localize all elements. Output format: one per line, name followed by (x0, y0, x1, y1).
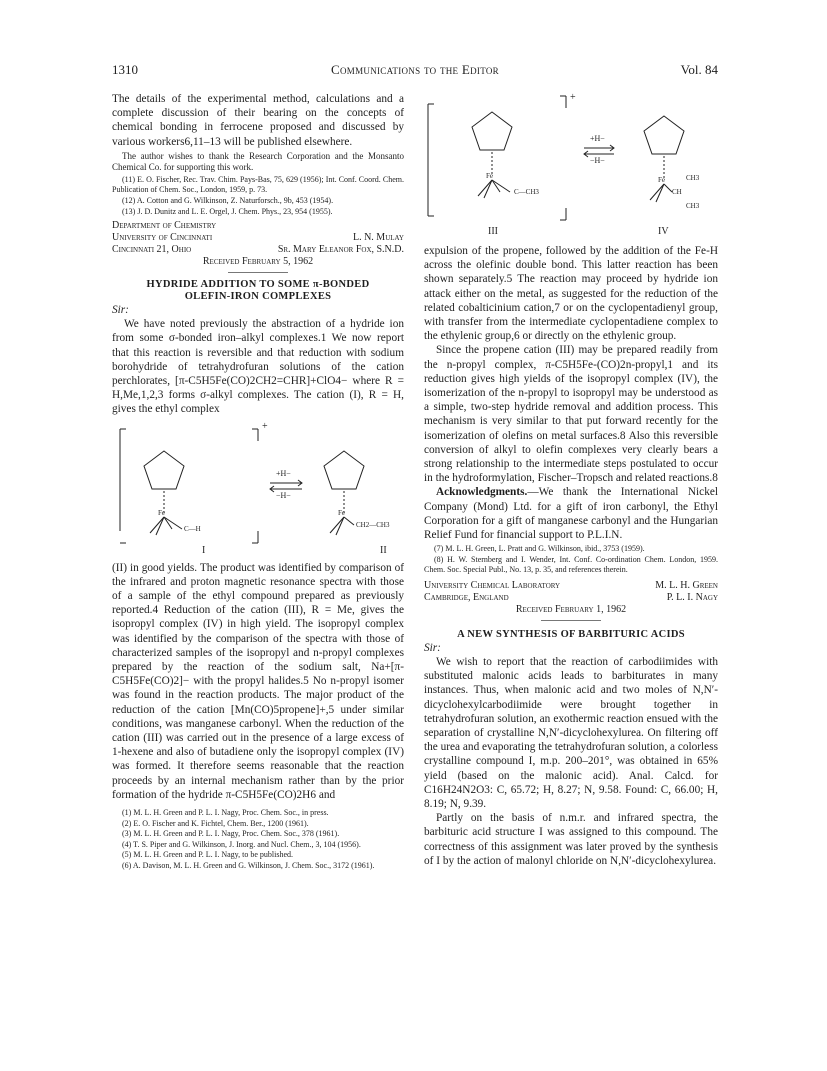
fe-label: Fe (658, 176, 665, 184)
article-title: HYDRIDE ADDITION TO SOME π-BONDED OLEFIN-IRON COMPLEXES (146, 279, 370, 303)
author-name: P. L. I. Nagy (666, 592, 718, 604)
reference: (4) T. S. Piper and G. Wilkinson, J. Inorg. and Nucl. Chem., 3, 104 (1956). (122, 839, 361, 849)
reference: (6) A. Davison, M. L. H. Green and G. Wilkinson, J. Chem. Soc., 3172 (1961). (122, 861, 375, 871)
affiliation-block (112, 220, 404, 268)
charge-plus: + (570, 92, 576, 103)
substituent-label: CH2—CH3 (356, 520, 390, 529)
affiliation-line: Department of Chemistry (112, 220, 217, 232)
paragraph: We wish to report that the reaction of carbodiimides with substituted malonic acids leads to barbiturates in many instances. Thus, when malonic acid and two moles of N,N′-dicyclohexylcarbodiimide were brought together in tetrahydrofuran solution, an exothermic reaction ensued with the separation of crystalline N,N′-dicyclohexylurea. On filtering off the urea and evaporating the tetrahydrofuran solution, a colorless crystalline compound I, m.p. 200–201°, was obtained in 65% yield (based on the malonic acid). Anal. Calcd. for C16H24N2O3: C, 65.72; H, 8.27; N, 9.58. Found: C, 66.00; H, 8.19; N, 9.39. (424, 656, 718, 811)
paragraph: Since the propene cation (III) may be prepared readily from the n-propyl complex, π-C5H5Fe-(CO)2n-propyl,1 and its reduction gives high yields of the isopropyl complex (IV), the isomerization of the n-propyl to isopropyl may be understood as a simple, two-step hydride removal and addition process. This mechanism is very similar to that put forward recently for the isomerization of olefins on metal surfaces.8 Also this reversible conversion of alkyl to olefin complexes very clearly bears a strong relationship to the intermediate steps postulated to occur in the hydroformylation, Fischer–Tropsch and related reactions.8 (424, 344, 718, 485)
paragraph: expulsion of the propene, followed by the addition of the Fe-H across the olefinic double bond. This latter reaction has been shown separately.5 The reaction may proceed by hydride ion attack either on the metal, as suggested for the reduction of the related cobalticinium cation,7 or on the cyclopentadienyl group, with transfer from the intermediate cyclopentadiene complex to the ethylenic group,6 or directly on the ethylenic group. (424, 245, 718, 343)
paragraph: We have noted previously the abstraction of a hydride ion from some σ-bonded iron–alkyl complexes.1 We now report that this reaction is reversible and that reduction with sodium borohydride of tetrahydrofuran solutions of the cation perchlorates, [π-C5H5Fe(CO)2CH2=CHR]+ClO4− where R = H,Me,1,2,3 forms σ-alkyl complexes. The cation (I), R = H, gives the ethyl complex (112, 318, 404, 416)
running-title: Communications to the Editor (331, 62, 499, 77)
fe-label: Fe (486, 172, 493, 180)
substituent-label: C—CH3 (514, 188, 539, 196)
affiliation-line: University of Cincinnati (112, 232, 213, 244)
arrow-reverse-label: −H− (590, 156, 605, 165)
affiliation-block (424, 580, 718, 616)
fe-label: Fe (338, 508, 345, 517)
footnotes (112, 808, 404, 872)
substituent-label: CH3 (686, 174, 700, 182)
reference: (13) J. D. Dunitz and L. E. Orgel, J. Chem. Phys., 23, 954 (1955). (122, 206, 333, 216)
charge-plus: + (262, 420, 268, 432)
scheme-2-drawing (424, 92, 718, 244)
arrow-reverse-label: −H− (276, 490, 291, 500)
substituent-label: CH (672, 188, 682, 196)
acknowledgments-text: —We thank the International Nickel Company (Mond) Ltd. for a gift of iron carbonyl, the Ethyl Corporation for a gift of manganese carbonyl and the Hungarian Relief Fund for financial support to P.L.I.N. (424, 486, 718, 542)
paragraph: Partly on the basis of n.m.r. and infrared spectra, the barbituric acid structure I was assigned to this compound. The correctness of this assignment was later proved by the synthesis of I by the action of malonyl chloride on N,N′-dicyclohexylurea. (424, 812, 718, 867)
page-number: 1310 (112, 62, 138, 77)
reaction-scheme-1 (112, 421, 404, 559)
reference: (2) E. O. Fischer and K. Fichtel, Chem. Ber., 1200 (1961). (122, 818, 309, 828)
reference: (1) M. L. H. Green and P. L. I. Nagy, Proc. Chem. Soc., in press. (122, 808, 329, 818)
acknowledgments (424, 485, 718, 542)
compound-label-III: III (488, 226, 498, 237)
page-header (112, 62, 718, 78)
substituent-label: C—H (184, 524, 201, 533)
author-name: L. N. Mulay (352, 232, 404, 244)
reaction-scheme-2 (424, 92, 718, 244)
arrow-forward-label: +H− (276, 468, 291, 478)
reference: (11) E. O. Fischer, Rec. Trav. Chim. Pays-Bas, 75, 629 (1956); Int. Conf. Coord. Chem. Publication of Chem. Soc., London, 1959, p. 73. (112, 174, 404, 195)
author-name: Sr. Mary Eleanor Fox, S.N.D. (277, 244, 404, 256)
salutation: Sir: (424, 642, 441, 655)
author-name: M. L. H. Green (655, 580, 718, 592)
salutation: Sir: (112, 304, 129, 317)
received-date: Received February 5, 1962 (202, 256, 314, 268)
left-column (112, 92, 404, 872)
right-column (424, 92, 718, 868)
intro-paragraph: The details of the experimental method, calculations and a complete discussion of their bearing on the concepts of chemical bonding in ferrocene proposed and discussed by various workers6,11–13 will be published elsewhere. (112, 93, 404, 148)
scheme-1-drawing (112, 421, 404, 559)
reference: (3) M. L. H. Green and P. L. I. Nagy, Proc. Chem. Soc., 378 (1961). (122, 829, 340, 839)
substituent-label: CH3 (686, 202, 700, 210)
reference: (8) H. W. Sternberg and I. Wender, Int. Conf. Co-ordination Chem. London, 1959. Chem. Soc. Special Publ., No. 13, p. 35, and references therein. (424, 554, 718, 575)
reference: (12) A. Cotton and G. Wilkinson, Z. Naturforsch., 9b, 453 (1954). (122, 196, 334, 205)
acknowledgments-heading: Acknowledgments. (436, 486, 528, 499)
reference: (7) M. L. H. Green, L. Pratt and G. Wilkinson, ibid., 3753 (1959). (434, 544, 645, 554)
arrow-forward-label: +H− (590, 134, 605, 143)
compound-label-II: II (380, 544, 387, 556)
reference: (5) M. L. H. Green and P. L. I. Nagy, to be published. (122, 850, 294, 860)
thanks-note: The author wishes to thank the Research Corporation and the Monsanto Chemical Co. for supporting this work. (112, 150, 404, 172)
fe-label: Fe (158, 508, 165, 517)
received-date: Received February 1, 1962 (515, 604, 627, 616)
paragraph: (II) in good yields. The product was identified by comparison of the infrared and proton magnetic resonance spectra with those of a sample of the ethyl compound prepared as previously reported.4 Reduction of the cation (III), R = Me, gives the isopropyl complex (IV) in high yield. The isopropyl complex was identified by the comparison of the spectra with those of characterized samples of the isopropyl and n-propyl complexes prepared by the reaction of the sodium salt, Na+[π-C5H5Fe(CO)2]− with the propyl halides.5 No n-propyl isomer was found in the reaction products. The major product of the reduction of the cation [Mn(CO)5propene]+,5 under similar conditions, was manganese carbonyl. When the reduction of the cation (III) was carried out in the presence of a large excess of 1-hexene and also of butadiene only the isopropyl complex (IV) was formed. It therefore seems reasonable that the reaction proceeds by an internal mechanism rather than by the prior formation of the hydride π-C5H5Fe(CO)2H6 and (112, 561, 404, 801)
compound-label-I: I (202, 544, 206, 556)
divider (228, 272, 288, 273)
affiliation-line: University Chemical Laboratory (424, 580, 561, 592)
volume-label: Vol. 84 (680, 62, 718, 77)
affiliation-line: Cambridge, England (424, 592, 509, 604)
compound-label-IV: IV (658, 226, 669, 237)
article-title: A NEW SYNTHESIS OF BARBITURIC ACIDS (457, 629, 685, 641)
affiliation-line: Cincinnati 21, Ohio (112, 244, 192, 256)
divider (541, 620, 601, 621)
